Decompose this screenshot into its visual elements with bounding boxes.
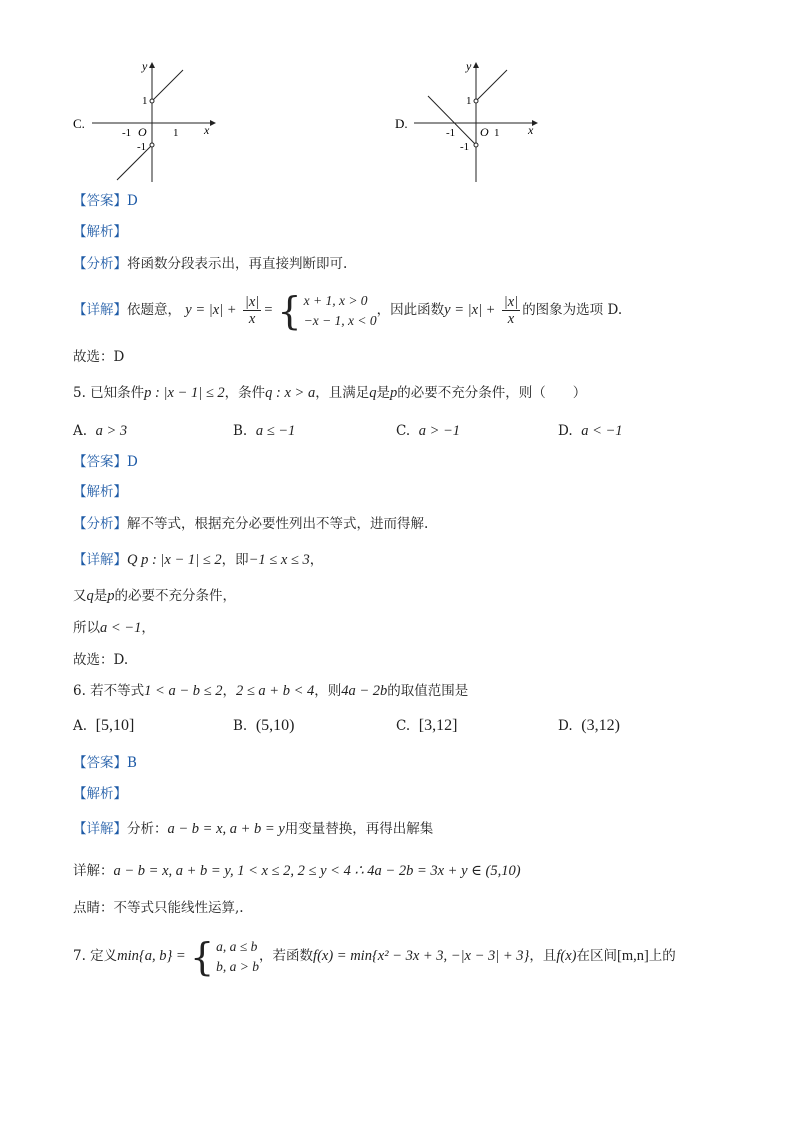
left-brace: {	[189, 934, 215, 979]
lower-branch	[117, 146, 151, 180]
q5-fenxi: 【分析】解不等式，根据充分必要性列出不等式，进而得解.	[73, 516, 429, 532]
q4-answer: 【答案】D	[73, 193, 138, 209]
tick-label-x-neg1: -1	[446, 127, 456, 139]
y-axis-arrow	[149, 62, 155, 68]
y-axis-label: y	[142, 59, 148, 73]
tick-label-y-1: 1	[142, 95, 148, 107]
tick-label-x-1: 1	[173, 127, 179, 139]
graph-c-svg	[70, 58, 230, 186]
q4-analysis-heading: 【解析】	[73, 224, 127, 240]
x-axis-arrow	[210, 120, 216, 126]
q6-analysis-heading: 【解析】	[73, 786, 127, 802]
open-point-left	[474, 143, 478, 147]
right-branch	[477, 70, 507, 100]
q5-detail: 【详解】Q p : |x − 1| ≤ 2，即−1 ≤ x ≤ 3，	[73, 552, 324, 568]
y-axis-arrow	[473, 62, 479, 68]
q6-jiexi: 详解：a − b = x, a + b = y, 1 < x ≤ 2, 2 ≤ y < 4 ∴ 4a − 2b = 3x + y ∈ (5,10)	[73, 863, 521, 879]
q6-answer: 【答案】B	[73, 755, 137, 771]
origin-label: O	[138, 125, 147, 139]
q5-choose: 故选：D.	[73, 652, 129, 668]
tick-label-x-neg1: -1	[122, 127, 132, 139]
tick-label-y-1: 1	[466, 95, 472, 107]
tick-label-y-neg1: -1	[137, 141, 147, 153]
q4-detail: 【详解】依题意， y = |x| + $\frac{|x|}{x}$ = { x + 1, x > 0 −x − 1, x < 0 ，因此函数y = |x| + $\frac{|x|}{x}$ 的图象为选项 D.	[73, 288, 623, 333]
q4-choose: 故选：D	[73, 349, 125, 365]
q6-dianjing: 点睛：不等式只能线性运算,.	[73, 900, 244, 916]
q5-option-b: B. a ≤ −1	[233, 423, 296, 439]
q6-option-d: D. (3,12)	[558, 717, 620, 734]
x-axis-label: x	[204, 123, 210, 137]
q5-option-c: C. a > −1	[396, 423, 461, 439]
q5-answer: 【答案】D	[73, 454, 138, 470]
piecewise-cases: a, a ≤ b b, a > b	[216, 938, 260, 974]
open-point-lower	[150, 143, 154, 147]
graph-d-svg	[392, 58, 552, 186]
x-axis-label: x	[528, 123, 534, 137]
q5-detail-line3: 所以a < −1，	[73, 620, 155, 636]
graph-d-label: D.	[395, 116, 408, 131]
open-point-right	[474, 99, 478, 103]
y-axis-label: y	[466, 59, 472, 73]
q5-option-a: A. a > 3	[73, 423, 128, 439]
q5-option-d: D. a < −1	[558, 423, 623, 439]
origin-label: O	[480, 125, 489, 139]
tick-label-y-neg1: -1	[460, 141, 470, 153]
fraction-abs-x-over-x-2: $\frac{|x|}{x}$	[503, 294, 519, 327]
graph-option-d	[392, 58, 552, 186]
tick-label-x-1: 1	[494, 127, 500, 139]
q5-analysis-heading: 【解析】	[73, 484, 127, 500]
upper-branch	[153, 70, 183, 100]
graph-option-c	[70, 58, 230, 186]
q5-stem: 5. 已知条件p : |x − 1| ≤ 2，条件q : x > a，且满足q是p的必要不充分条件，则（ ）	[73, 385, 587, 401]
q7-stem: 7. 定义min{a, b} = { a, a ≤ b b, a > b ，若函数f(x) = min{x² − 3x + 3, −|x − 3| + 3}，且f(x)在区间[m,n]上的	[73, 934, 676, 979]
q6-option-b: B. (5,10)	[233, 717, 295, 734]
q6-option-a: A. [5,10]	[73, 717, 135, 734]
fraction-abs-x-over-x: $\frac{|x|}{x}$	[244, 294, 260, 327]
q4-fenxi: 【分析】将函数分段表示出，再直接判断即可.	[73, 256, 348, 272]
q5-detail-line2: 又q是p的必要不充分条件，	[73, 588, 236, 604]
q6-detail: 【详解】分析：a − b = x, a + b = y用变量替换，再得出解集	[73, 821, 434, 837]
piecewise-cases: x + 1, x > 0 −x − 1, x < 0	[303, 292, 377, 328]
left-brace: {	[277, 288, 302, 333]
q6-stem: 6. 若不等式1 < a − b ≤ 2，2 ≤ a + b < 4，则4a − 2b的取值范围是	[73, 683, 469, 699]
q6-option-c: C. [3,12]	[396, 717, 458, 734]
open-point-upper	[150, 99, 154, 103]
graph-c-label: C.	[73, 116, 85, 131]
